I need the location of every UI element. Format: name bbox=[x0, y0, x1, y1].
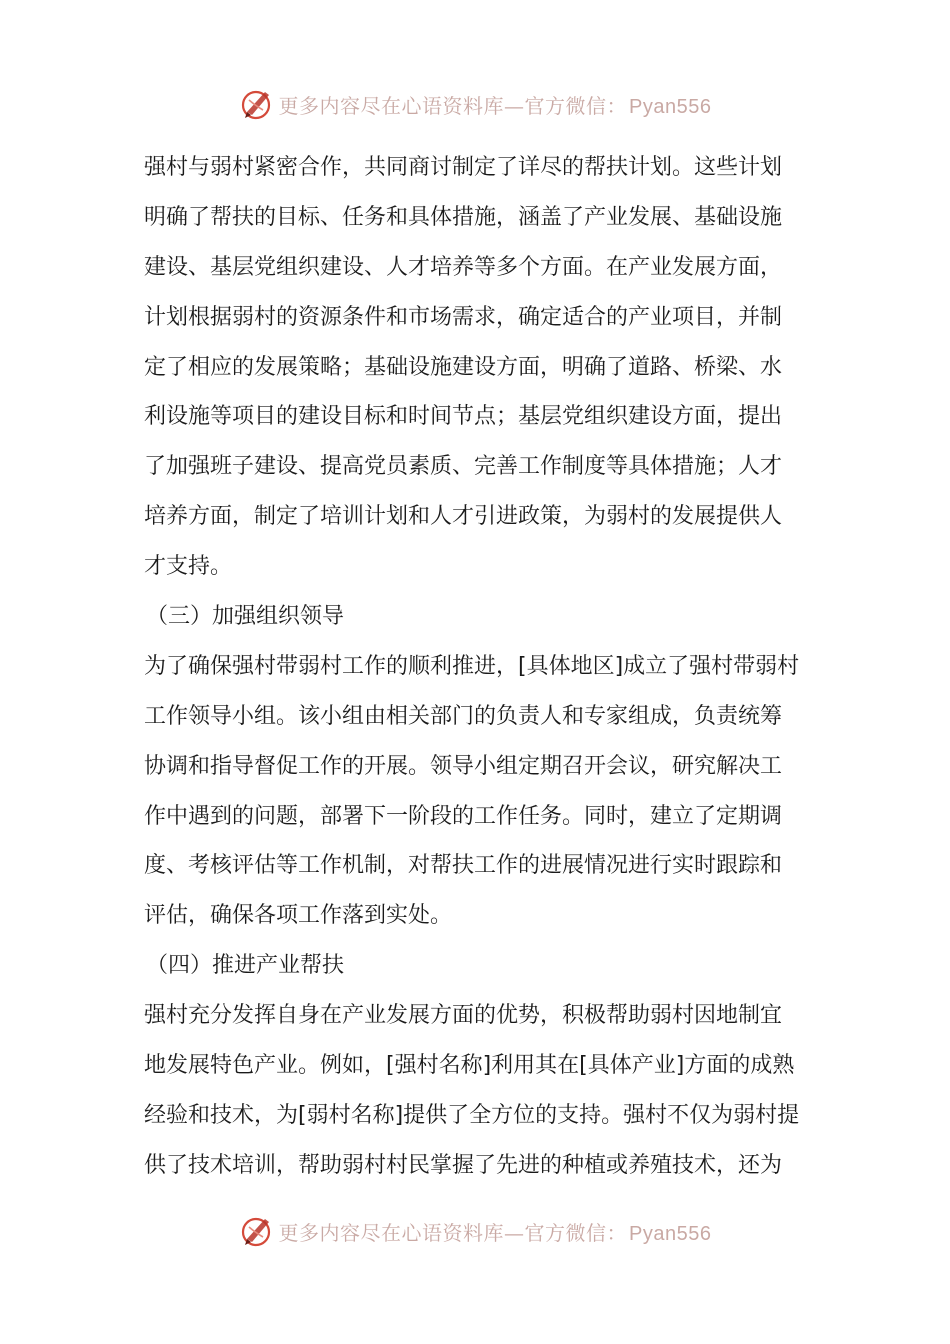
text-line: 强村充分发挥自身在产业发展方面的优势，积极帮助弱村因地制宜 bbox=[144, 1003, 783, 1029]
watermark-wechat-id: Pyan556 bbox=[629, 1222, 712, 1245]
watermark-text bbox=[279, 90, 712, 119]
text-line: 明确了帮扶的目标、任务和具体措施，涵盖了产业发展、基础设施 bbox=[144, 204, 783, 230]
text-line: 强村与弱村紧密合作，共同商讨制定了详尽的帮扶计划。这些计划 bbox=[144, 155, 783, 180]
text-line: 才支持。 bbox=[144, 554, 233, 580]
pen-logo-icon bbox=[239, 86, 275, 122]
watermark-site-name: 更多内容尽在心语资料库 bbox=[278, 1220, 505, 1245]
text-line: 培养方面，制定了培训计划和人才引进政策，为弱村的发展提供人 bbox=[144, 504, 783, 530]
text-line: 地发展特色产业。例如，[强村名称]利用其在[具体产业]方面的成熟 bbox=[144, 1053, 795, 1079]
document-body bbox=[144, 143, 808, 1191]
watermark-dash: — bbox=[504, 1220, 525, 1245]
text-line: 经验和技术，为[弱村名称]提供了全方位的支持。强村不仅为弱村提 bbox=[144, 1102, 800, 1128]
watermark-official-label: 官方微信： bbox=[524, 93, 628, 118]
section-heading-3: （三）加强组织领导 bbox=[146, 604, 345, 630]
text-line: 建设、基层党组织建设、人才培养等多个方面。在产业发展方面， bbox=[144, 254, 783, 280]
watermark-wechat-id: Pyan556 bbox=[629, 95, 712, 118]
watermark-site-name: 更多内容尽在心语资料库 bbox=[278, 93, 505, 118]
text-line: 作中遇到的问题，部署下一阶段的工作任务。同时，建立了定期调 bbox=[144, 803, 783, 829]
text-line: 了加强班子建设、提高党员素质、完善工作制度等具体措施；人才 bbox=[144, 454, 783, 480]
watermark-text bbox=[279, 1217, 712, 1246]
text-line: 利设施等项目的建设目标和时间节点；基层党组织建设方面，提出 bbox=[144, 404, 783, 430]
text-line: 协调和指导督促工作的开展。领导小组定期召开会议，研究解决工 bbox=[144, 753, 783, 779]
section-heading-4: （四）推进产业帮扶 bbox=[146, 953, 345, 979]
text-line: 工作领导小组。该小组由相关部门的负责人和专家组成，负责统筹 bbox=[144, 703, 783, 729]
text-line: 度、考核评估等工作机制，对帮扶工作的进展情况进行实时跟踪和 bbox=[144, 853, 783, 879]
text-line: 定了相应的发展策略；基础设施建设方面，明确了道路、桥梁、水 bbox=[144, 354, 783, 380]
text-line: 为了确保强村带弱村工作的顺利推进，[具体地区]成立了强村带弱村 bbox=[144, 653, 800, 679]
pen-logo-icon bbox=[239, 1213, 275, 1249]
watermark-official-label: 官方微信： bbox=[524, 1220, 628, 1245]
text-line: 评估，确保各项工作落到实处。 bbox=[144, 903, 453, 929]
header-watermark bbox=[0, 84, 950, 124]
footer-watermark bbox=[0, 1211, 950, 1251]
text-line: 供了技术培训，帮助弱村村民掌握了先进的种植或养殖技术，还为 bbox=[144, 1152, 783, 1178]
text-line: 计划根据弱村的资源条件和市场需求，确定适合的产业项目，并制 bbox=[144, 304, 783, 330]
watermark-dash: — bbox=[504, 93, 525, 118]
